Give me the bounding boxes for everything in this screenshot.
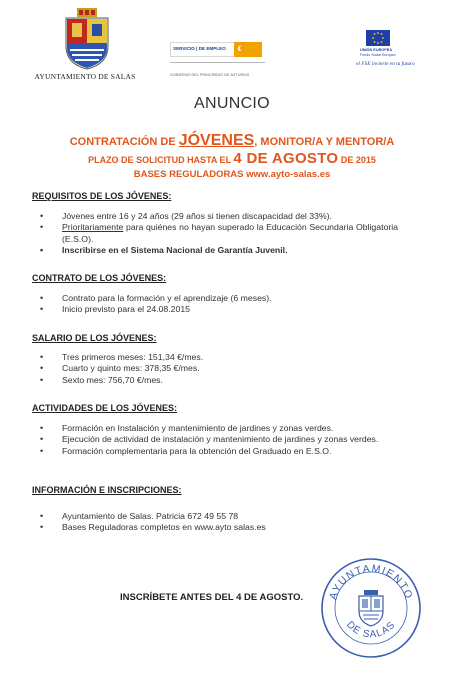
deadline-date: 4 DE AGOSTO xyxy=(233,150,339,167)
requisitos-list xyxy=(38,211,398,257)
headline-1-suffix: , MONITOR/A Y MENTOR/A xyxy=(254,136,395,148)
actividades-list xyxy=(38,423,398,457)
municipal-coat-of-arms-logo xyxy=(62,8,112,70)
list-item xyxy=(38,222,398,245)
list-item: • Inicio previsto para el 24.08.2015 xyxy=(38,304,398,315)
list-item: • Sexto mes: 756,70 €/mes. xyxy=(38,375,398,386)
employment-service-logo xyxy=(170,39,265,77)
headline-1-emphasis: JÓVENES xyxy=(178,132,255,149)
informacion-list xyxy=(38,511,398,534)
deadline-suffix: DE 2015 xyxy=(338,155,376,165)
list-item: • Cuarto y quinto mes: 378,35 €/mes. xyxy=(38,363,398,374)
list-item: • Ayuntamiento de Salas. Patricia 672 49 55 78 xyxy=(38,511,398,522)
section-heading-informacion: INFORMACIÓN E INSCRIPCIONES: xyxy=(32,485,182,495)
sepe-arrow-icon: ‹ xyxy=(237,39,242,55)
list-item: • Ejecución de actividad de instalación y mantenimiento de jardines y zonas verdes. xyxy=(38,434,398,445)
page-title: ANUNCIO xyxy=(194,95,270,112)
eu-label: UNIÓN EUROPEA xyxy=(360,48,393,52)
eu-flag-icon xyxy=(366,30,390,46)
stamp-top-text: AYUNTAMIENTO xyxy=(327,562,415,602)
eu-motto: el FSE invierte en tu futuro xyxy=(356,61,415,67)
section-heading-contrato: CONTRATO DE LOS JÓVENES: xyxy=(32,273,167,283)
sepe-label: SERVICIO | DE EMPLEO xyxy=(173,46,226,51)
list-item: • Bases Reguladoras completos en www.ayto salas.es xyxy=(38,522,398,533)
headline-line-3: BASES REGULADORAS www.ayto-salas.es xyxy=(133,169,331,180)
list-item: • Formación complementaria para la obtención del Graduado en E.S.O. xyxy=(38,446,398,457)
headline-line-1 xyxy=(0,132,464,150)
sepe-sublabel: GOBIERNO DEL PRINCIPADO DE ASTURIAS xyxy=(170,73,250,77)
contrato-list xyxy=(38,293,398,316)
list-item: • Inscribirse en el Sistema Nacional de Garantía Juvenil. xyxy=(38,245,398,256)
deadline-prefix: PLAZO DE SOLICITUD HASTA EL xyxy=(88,155,234,165)
section-heading-salario: SALARIO DE LOS JÓVENES: xyxy=(32,333,157,343)
headline-1-prefix: CONTRATACIÓN DE xyxy=(69,136,179,148)
salario-list xyxy=(38,352,398,386)
eu-fund-label: Fondo Social Europeo xyxy=(360,53,396,57)
section-heading-requisitos: REQUISITOS DE LOS JÓVENES: xyxy=(32,191,172,201)
emphasis-text: Prioritariamente xyxy=(62,222,124,233)
list-item: • Formación en Instalación y mantenimiento de jardines y zonas verdes. xyxy=(38,423,398,434)
closing-call-to-action: INSCRÍBETE ANTES DEL 4 DE AGOSTO. xyxy=(120,592,304,603)
municipal-seal-stamp xyxy=(318,555,424,661)
organization-name: AYUNTAMIENTO DE SALAS xyxy=(34,72,136,81)
list-item-text: para quiénes no hayan superado la Educación Secundaria Obligatoria (E.S.O). xyxy=(62,222,398,244)
stamp-shield-icon xyxy=(359,590,383,626)
stamp-bottom-text: DE SALAS xyxy=(344,619,398,641)
list-item: • Contrato para la formación y el aprendizaje (6 meses). xyxy=(38,293,398,304)
list-item: • Jóvenes entre 16 y 24 años (29 años si tienen discapacidad del 33%). xyxy=(38,211,398,222)
headline-line-2 xyxy=(0,150,464,167)
list-item: • Tres primeros meses: 151,34 €/mes. xyxy=(38,352,398,363)
section-heading-actividades: ACTIVIDADES DE LOS JÓVENES: xyxy=(32,403,178,413)
